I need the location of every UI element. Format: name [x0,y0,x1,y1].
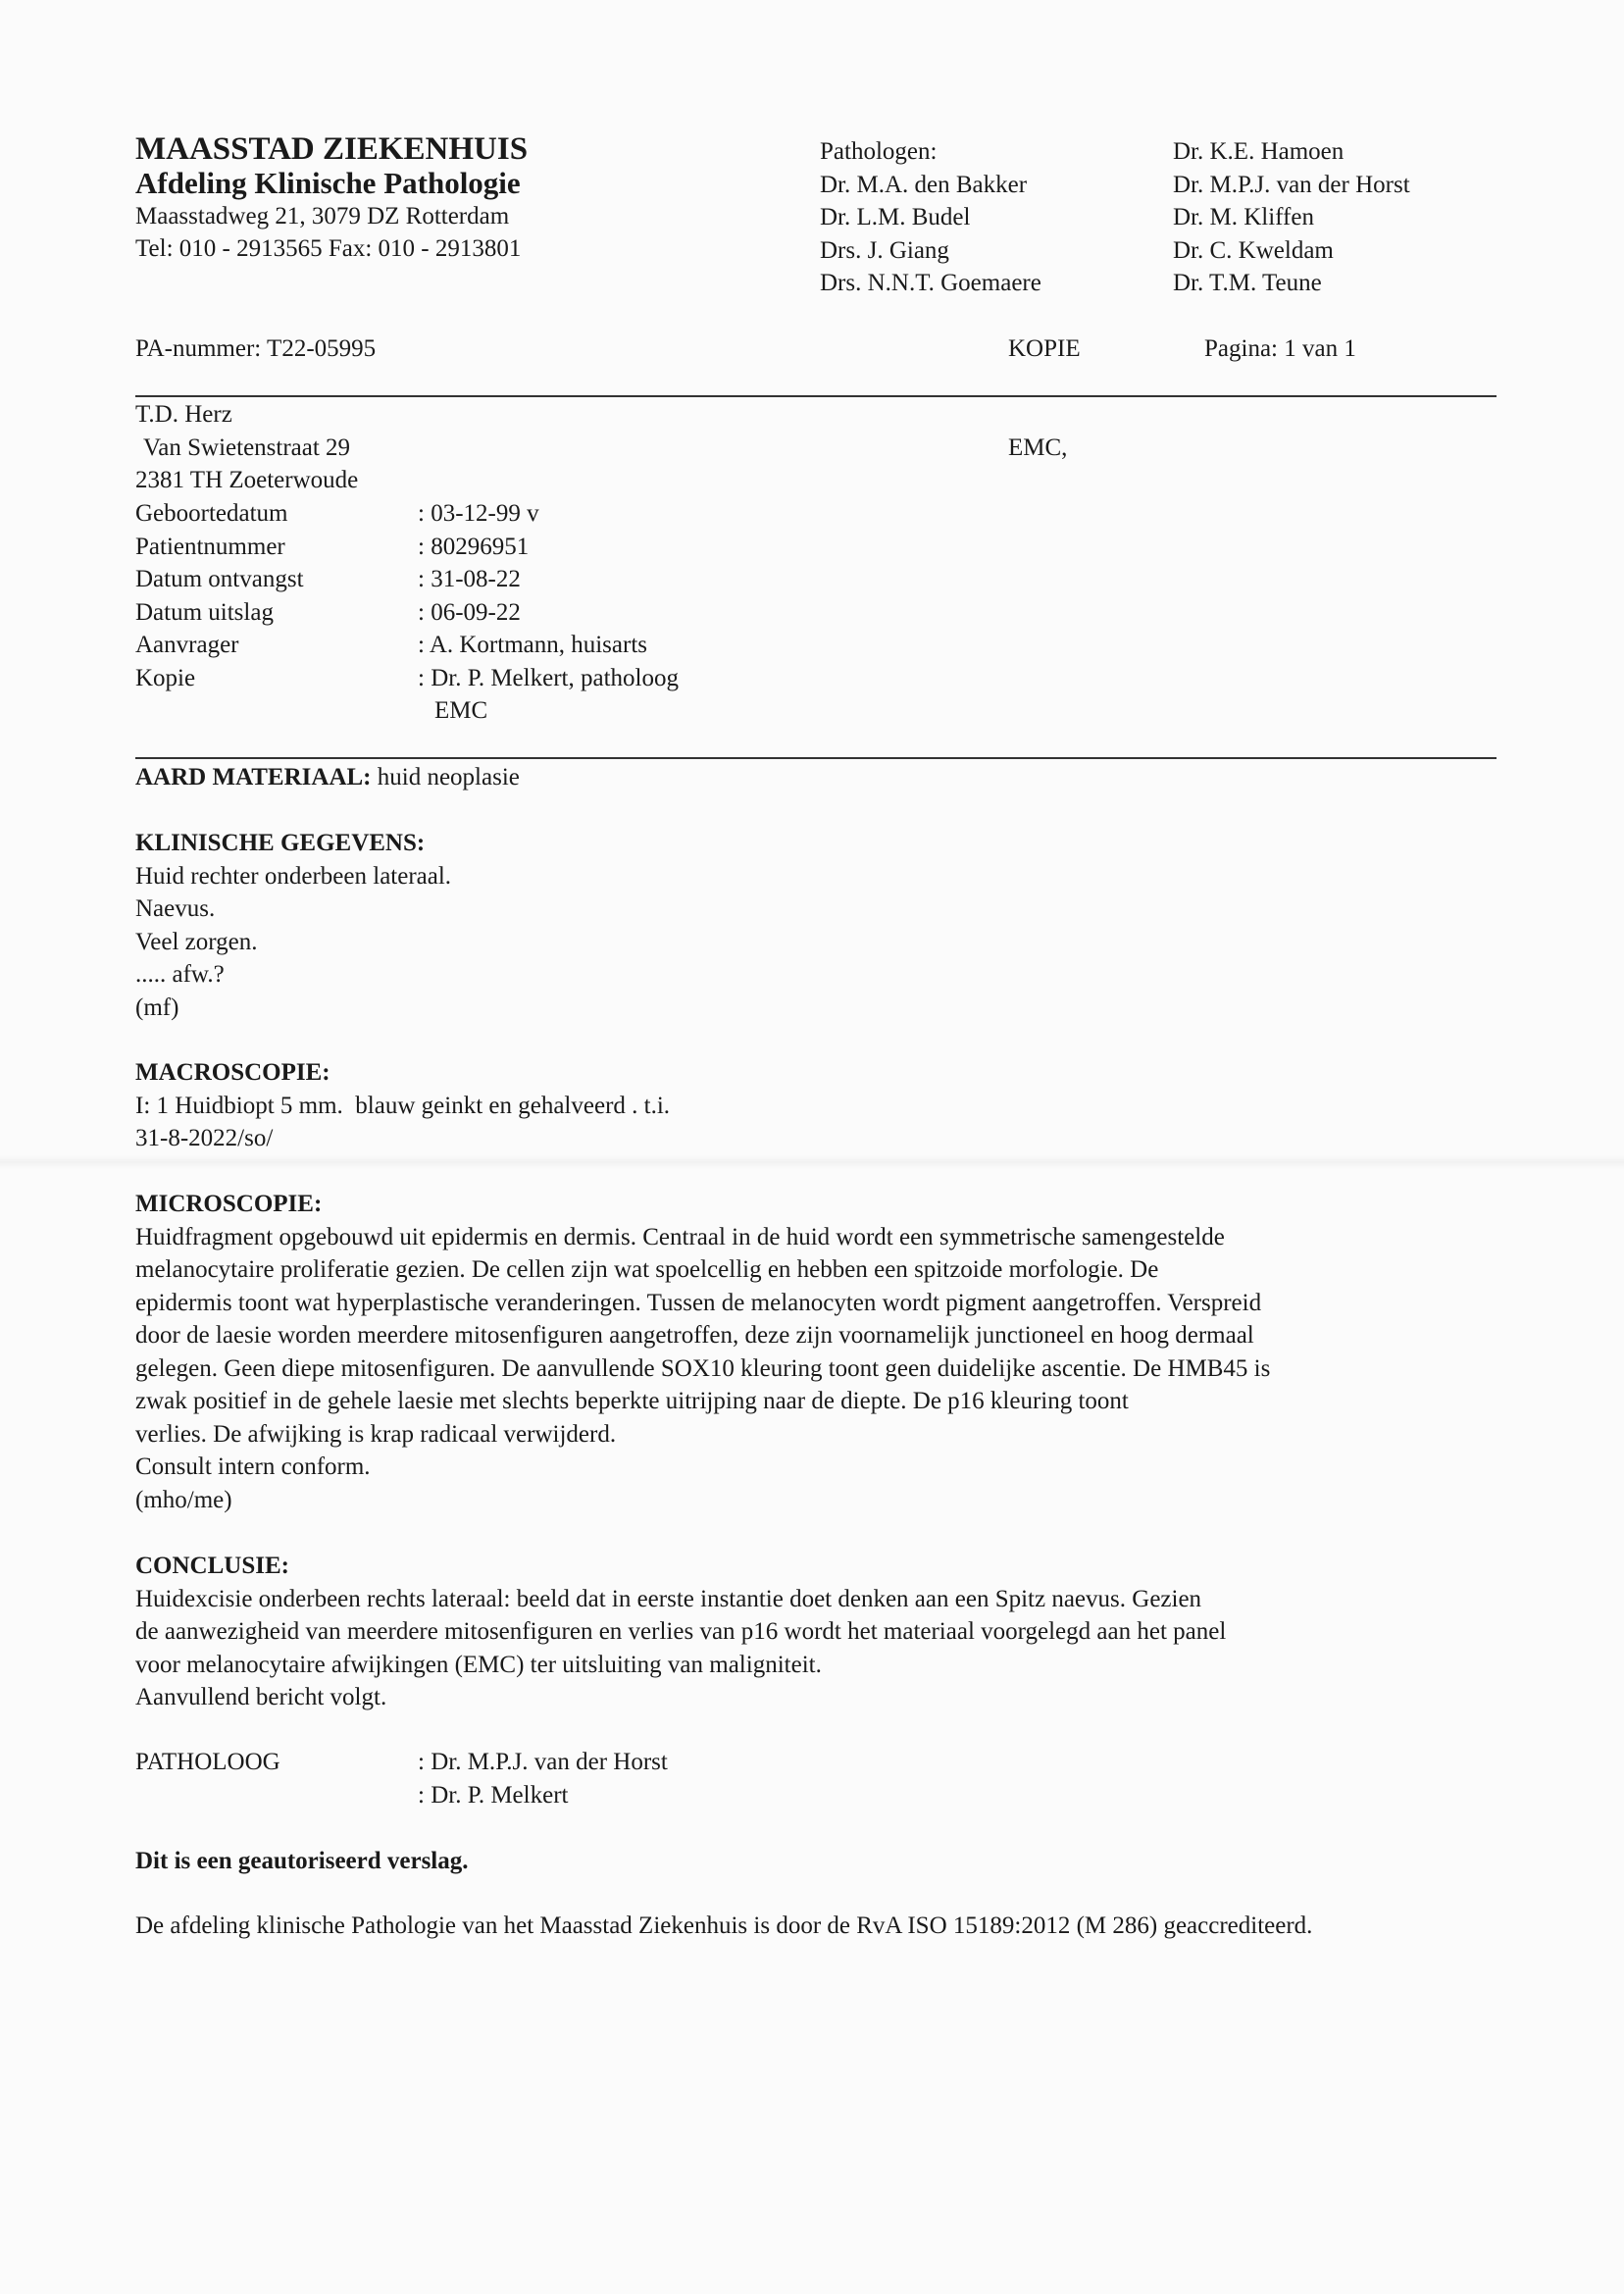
pathologist-name: Dr. M. Kliffen [1173,204,1314,230]
field-value: : 80296951 [418,533,530,560]
macroscopy-title: MACROSCOPIE: [135,1059,330,1086]
microscopy-title: MICROSCOPIE: [135,1191,323,1217]
microscopy-line: Consult intern conform. [135,1453,371,1480]
clinical-line: ..... afw.? [135,961,225,988]
field-value: : 31-08-22 [418,566,521,592]
microscopy-line: (mho/me) [135,1486,232,1513]
patient-address [135,398,358,497]
pathologists-column-2 [1173,135,1410,300]
pathologists-column-1 [820,135,1041,300]
authorized-statement: Dit is een geautoriseerd verslag. [135,1848,469,1874]
field-label: Datum ontvangst [135,566,304,592]
microscopy-line: Huidfragment opgebouwd uit epidermis en dermis. Centraal in de huid wordt een symmetrische samengestelde [135,1223,1225,1250]
pathologist-label: PATHOLOOG [135,1749,280,1775]
microscopy-line: gelegen. Geen diepe mitosenfiguren. De aanvullende SOX10 kleuring toont geen duidelijke ascentie. De HMB45 is [135,1354,1271,1382]
patient-city: 2381 TH Zoeterwoude [135,467,359,493]
microscopy-line: melanocytaire proliferatie gezien. De cellen zijn wat spoelcellig en hebben een spitzoide morfologie. De [135,1256,1159,1283]
field-value: : 06-09-22 [418,598,521,626]
microscopy-line: door de laesie worden meerdere mitosenfiguren aangetroffen, deze zijn voornamelijk junctioneel en hoog dermaal [135,1322,1254,1349]
macroscopy-section [135,1056,670,1155]
patient-name: T.D. Herz [135,401,232,428]
hospital-address: Maasstadweg 21, 3079 DZ Rotterdam [135,203,510,229]
patient-street: Van Swietenstraat 29 [143,433,351,461]
material-label: AARD MATERIAAL: [135,764,372,790]
field-label: Patientnummer [135,533,285,560]
conclusion-section [135,1550,1226,1714]
copy-extra: EMC [434,697,488,724]
hospital-phone-fax: Tel: 010 - 2913565 Fax: 010 - 2913801 [135,235,522,262]
department-name: Afdeling Klinische Pathologie [135,166,521,200]
divider [135,395,1497,397]
clinical-line: Huid rechter onderbeen lateraal. [135,862,452,890]
clinical-section [135,827,451,1024]
microscopy-line: epidermis toont wat hyperplastische veranderingen. Tussen de melanocyten wordt pigment aangetroffen. Verspreid [135,1289,1262,1316]
pathologist-name: Dr. L.M. Budel [820,204,971,230]
conclusion-line: de aanwezigheid van meerdere mitosenfiguren en verlies van p16 wordt het materiaal voorgelegd aan het panel [135,1618,1227,1645]
conclusion-line: Aanvullend bericht volgt. [135,1684,387,1710]
conclusion-line: voor melanocytaire afwijkingen (EMC) ter uitsluiting van maligniteit. [135,1651,822,1678]
pathologist-name: Drs. J. Giang [820,236,949,264]
hospital-name: MAASSTAD ZIEKENHUIS [135,131,529,167]
microscopy-line: verlies. De afwijking is krap radicaal verwijderd. [135,1420,617,1448]
field-value: : A. Kortmann, huisarts [418,632,648,658]
field-value: : Dr. P. Melkert, patholoog [418,664,679,691]
pathologist-name: Dr. M.A. den Bakker [820,171,1028,198]
pathologist-signer: : Dr. M.P.J. van der Horst [418,1749,668,1775]
microscopy-section [135,1188,1270,1516]
pathologists-label: Pathologen: [820,138,938,165]
divider [135,757,1497,759]
field-value: : 03-12-99 v [418,500,539,527]
microscopy-line: zwak positief in de gehele laesie met slechts beperkte uitrijping naar de diepte. De p16 kleuring toont [135,1388,1129,1414]
clinical-line: Veel zorgen. [135,928,258,955]
accreditation-statement: De afdeling klinische Pathologie van het Maasstad Ziekenhuis is door de RvA ISO 15189:2012 (M 286) geaccrediteerd. [135,1912,1313,1939]
macroscopy-line: 31-8-2022/so/ [135,1125,274,1151]
macroscopy-line: I: 1 Huidbiopt 5 mm. blauw geinkt en gehalveerd . t.i. [135,1092,671,1119]
paper-fold [0,1155,1624,1169]
pa-number: PA-nummer: T22-05995 [135,335,377,362]
pathologist-name: Drs. N.N.T. Goemaere [820,270,1041,296]
material-line [135,761,520,794]
field-label: Geboortedatum [135,500,288,527]
pathologist-signer: : Dr. P. Melkert [418,1781,569,1809]
pathologist-signoff [135,1746,668,1811]
copy-label: KOPIE [1008,335,1081,362]
clinical-line: (mf) [135,994,179,1021]
pathologist-name: Dr. M.P.J. van der Horst [1173,171,1410,198]
conclusion-line: Huidexcisie onderbeen rechts lateraal: beeld dat in eerste instantie doet denken aan een Spitz naevus. Gezien [135,1585,1202,1612]
pathologist-name: Dr. K.E. Hamoen [1173,138,1345,165]
page-number: Pagina: 1 van 1 [1204,335,1356,362]
field-label: Aanvrager [135,632,239,658]
field-label: Datum uitslag [135,598,274,626]
pathologist-name: Dr. T.M. Teune [1173,270,1322,296]
field-label: Kopie [135,664,196,691]
pathologist-name: Dr. C. Kweldam [1173,236,1334,264]
recipient: EMC, [1008,434,1068,461]
material-value: huid neoplasie [371,764,520,790]
patient-details [135,497,679,728]
conclusion-title: CONCLUSIE: [135,1553,289,1579]
clinical-line: Naevus. [135,895,216,922]
clinical-title: KLINISCHE GEGEVENS: [135,830,426,856]
